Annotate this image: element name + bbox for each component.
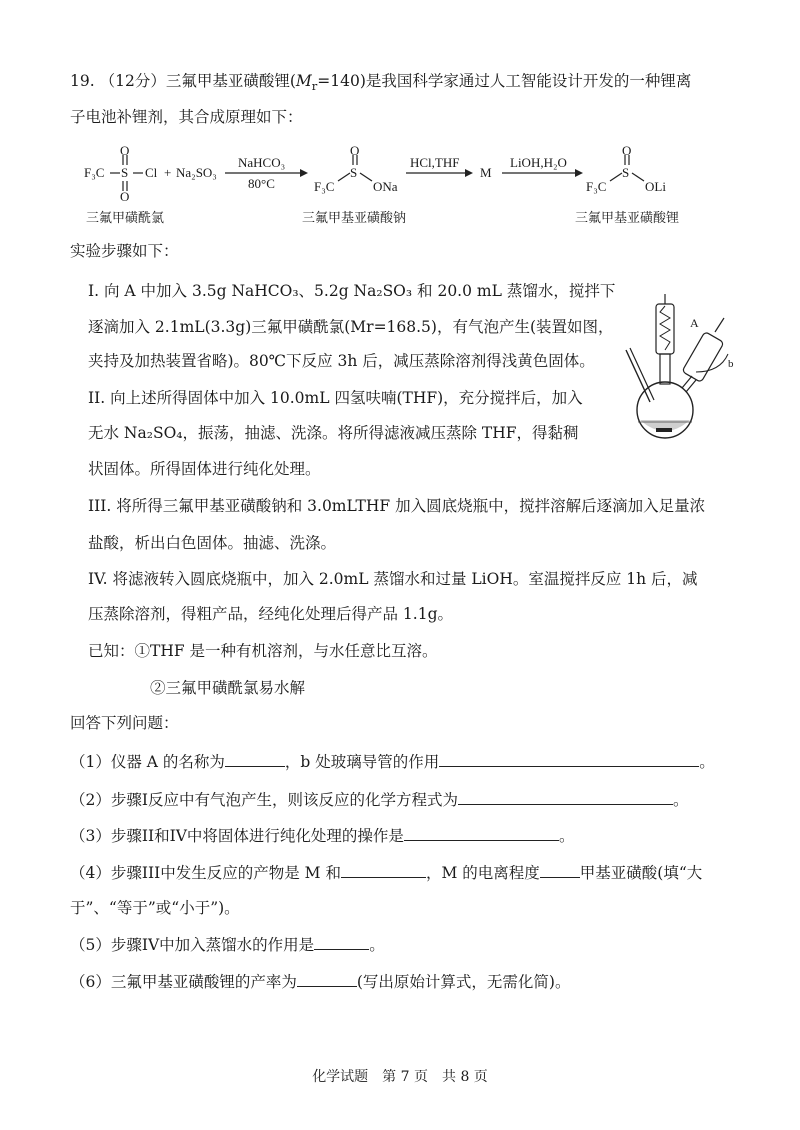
- q3-text-a: （3）步骤II和IV中将固体进行纯化处理的操作是: [70, 827, 404, 845]
- steps-title: 实验步骤如下：: [70, 242, 179, 260]
- cond1-bottom: 80°C: [248, 176, 275, 191]
- apparatus-figure: [620, 292, 740, 452]
- q4-text-a: （4）步骤III中发生反应的产物是 M 和: [70, 864, 341, 882]
- q1-text-c: 。: [699, 753, 715, 771]
- p1-ona: ONa: [373, 179, 398, 194]
- q4-text-c: 甲基亚磺酸(填“大: [579, 864, 703, 882]
- mr-symbol: M: [295, 72, 312, 90]
- step3-line2: 盐酸，析出白色固体。抽滤、洗涤。: [88, 534, 337, 552]
- q4-blank-b[interactable]: [540, 861, 580, 878]
- p1-cf3: F₃C: [314, 179, 335, 194]
- step1-line1: I. 向 A 中加入 3.5g NaHCO₃、5.2g Na₂SO₃ 和 20.0 mL 蒸馏水，搅拌下: [88, 282, 616, 300]
- apparatus-drawing: [620, 292, 740, 452]
- step2-line1: II. 向上述所得固体中加入 10.0mL 四氢呋喃(THF)，充分搅拌后，加入: [88, 389, 583, 407]
- q2-text-a: （2）步骤I反应中有气泡产生，则该反应的化学方程式为: [70, 791, 458, 809]
- question-2: [70, 788, 689, 811]
- p1-sulfur: S: [350, 165, 358, 180]
- r1-cf3: F₃C: [84, 165, 105, 180]
- question-header: [70, 70, 691, 97]
- question-4: [70, 861, 702, 884]
- mr-value: =140)是我国科学家通过人工智能设计开发的一种锂离: [317, 72, 692, 90]
- label-reactant: 三氟甲磺酰氯: [86, 211, 165, 226]
- scheme-plus: +: [164, 165, 172, 180]
- question-score: （12分）: [99, 72, 166, 90]
- step1-line2: 逐滴加入 2.1mL(3.3g)三氟甲磺酰氯(Mr=168.5)，有气泡产生(装置如图，: [88, 318, 614, 336]
- q1-blank-b[interactable]: [439, 750, 699, 767]
- step1-line3: 夹持及加热装置省略)。80℃下反应 3h 后，减压蒸除溶剂得浅黄色固体。: [88, 352, 595, 370]
- question-3: [70, 824, 574, 847]
- p1-oxygen: O: [350, 143, 360, 158]
- p2-oxygen: O: [622, 143, 632, 158]
- intermediate-m: M: [480, 165, 492, 180]
- cond3-top: LiOH,H₂O: [510, 155, 567, 170]
- q1-blank-a[interactable]: [225, 750, 285, 767]
- question-intro-a: 三氟甲基亚磺酸锂(: [165, 72, 296, 90]
- q2-blank[interactable]: [458, 788, 673, 805]
- step3-line1: III. 将所得三氟甲基亚磺酸钠和 3.0mLTHF 加入圆底烧瓶中，搅拌溶解后逐滴加入足量浓: [88, 497, 706, 515]
- q1-text-a: （1）仪器 A 的名称为: [70, 753, 225, 771]
- q5-text-a: （5）步骤IV中加入蒸馏水的作用是: [70, 936, 315, 954]
- question-5: [70, 933, 385, 956]
- step2-line2: 无水 Na₂SO₄，振荡，抽滤、洗涤。将所得滤液减压蒸除 THF，得黏稠: [88, 424, 579, 442]
- cond2-top: HCl,THF: [410, 155, 460, 170]
- q4-blank-a[interactable]: [341, 861, 426, 878]
- q2-text-b: 。: [673, 791, 689, 809]
- q5-blank[interactable]: [314, 933, 369, 950]
- question-6: [70, 970, 570, 993]
- step4-line2: 压蒸除溶剂，得粗产品，经纯化处理后得产品 1.1g。: [88, 605, 454, 623]
- p2-sulfur: S: [622, 165, 630, 180]
- r1-chlorine: Cl: [145, 165, 158, 180]
- q6-blank[interactable]: [297, 970, 357, 987]
- q1-text-b: ，b 处玻璃导管的作用: [284, 753, 440, 771]
- mr-sub: r: [311, 79, 318, 94]
- r1-oxygen-top: O: [120, 143, 130, 158]
- q3-blank[interactable]: [404, 824, 559, 841]
- question-1: [70, 750, 715, 773]
- q5-text-b: 。: [369, 936, 385, 954]
- q4-text-b: ，M 的电离程度: [425, 864, 540, 882]
- cond1-top: NaHCO₃: [238, 155, 286, 170]
- r1-sulfur: S: [121, 165, 129, 180]
- q3-text-b: 。: [558, 827, 575, 845]
- label-product1: 三氟甲基亚磺酸钠: [302, 211, 407, 226]
- step2-line3: 状固体。所得固体进行纯化处理。: [88, 460, 321, 478]
- reaction-scheme: [70, 143, 730, 233]
- question-intro-b: 子电池补锂剂，其合成原理如下：: [70, 108, 303, 126]
- question-number: 19.: [70, 72, 95, 90]
- label-product2: 三氟甲基亚磺酸锂: [575, 211, 680, 226]
- known-1: 已知：①THF 是一种有机溶剂，与水任意比互溶。: [88, 642, 438, 660]
- question-4-cont: 于”、“等于”或“小于”)。: [70, 899, 240, 917]
- step4-line1: IV. 将滤液转入圆底烧瓶中，加入 2.0mL 蒸馏水和过量 LiOH。室温搅拌反应 1h 后，减: [88, 570, 698, 588]
- q6-text-a: （6）三氟甲基亚磺酸锂的产率为: [70, 973, 297, 991]
- r1-oxygen-bottom: O: [120, 189, 130, 204]
- known-2: ②三氟甲磺酰氯易水解: [150, 679, 306, 697]
- p2-cf3: F₃C: [586, 179, 607, 194]
- label-a: A: [690, 316, 699, 330]
- reactant-na2so3: Na₂SO₃: [176, 165, 217, 180]
- answer-prompt: 回答下列问题：: [70, 714, 179, 732]
- page-footer: 化学试题 第 7 页 共 8 页: [312, 1069, 488, 1085]
- p2-oli: OLi: [645, 179, 666, 194]
- label-b: b: [728, 358, 734, 370]
- q6-text-b: (写出原始计算式，无需化简)。: [356, 973, 571, 991]
